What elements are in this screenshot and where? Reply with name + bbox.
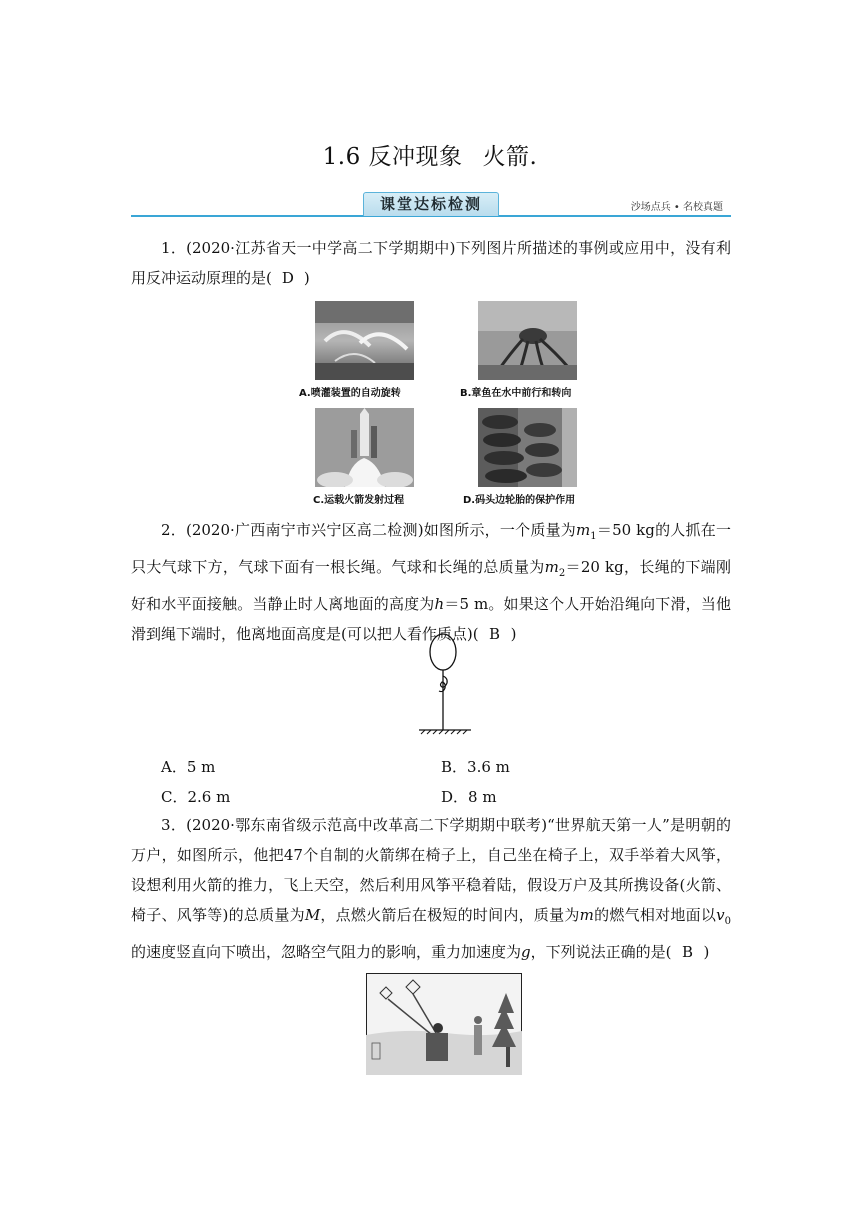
q1-caption-a: A.喷灌装置的自动旋转 bbox=[299, 388, 401, 399]
dock-tires-image bbox=[478, 408, 577, 487]
page-title bbox=[0, 138, 860, 171]
question-3: 3．(2020·鄂东南省级示范高中改革高二下学期期中联考)“世界航天第一人”是明朝的万户，如图所示，他把47个自制的火箭绑在椅子上，自己坐在椅子上，双手举着大风筝，设想利用火箭的推力，飞上天空，然后利用风筝平稳着陆，假设万户及其所携设备(火箭、椅子、风筝等)的总质量为M，点燃火箭后在极短的时间内，质量为m的燃气相对地面以$v_0$的速度竖直向下喷出，忽略空气阻力的影响，重力加速度为g，下列说法正确的是( B ) bbox=[131, 810, 731, 967]
q1-answer: D bbox=[281, 269, 294, 287]
title-part2: 火箭. bbox=[482, 144, 538, 170]
q1-caption-c: C.运载火箭发射过程 bbox=[313, 495, 405, 506]
section-banner bbox=[131, 192, 731, 218]
question-1: 1．(2020·江苏省天一中学高二下学期期中)下列图片所描述的事例或应用中，没有利用反冲运动原理的是( D ) bbox=[131, 233, 731, 293]
title-part1: 1.6 反冲现象 bbox=[322, 144, 463, 170]
question-2: 2．(2020·广西南宁市兴宁区高二检测)如图所示，一个质量为$m_1=50$ kg的人抓在一只大气球下方，气球下面有一根长绳。气球和长绳的总质量为$m_2=20$ kg，长绳的下端刚好和水平面接触。当静止时人离地面的高度为h＝5 m。如果这个人开始沿绳向下滑，当他滑到绳下端时，他离地面高度是(可以把人看作质点)( B ) bbox=[131, 515, 731, 649]
rocket-launch-image bbox=[315, 408, 414, 487]
octopus-image bbox=[478, 301, 577, 380]
section-right-label: 沙场点兵 • 名校真题 bbox=[630, 202, 723, 213]
q3-answer: B bbox=[681, 943, 693, 961]
q2-option-c: C．2.6 m bbox=[161, 788, 231, 806]
q2-option-b: B．3.6 m bbox=[441, 758, 510, 776]
q1-text: 1．(2020·江苏省天一中学高二下学期期中)下列图片所描述的事例或应用中，没有利用反冲运动原理的是( bbox=[131, 239, 731, 287]
sprinkler-image bbox=[315, 301, 414, 380]
wan-hu-illustration bbox=[366, 973, 522, 1075]
q2-option-d: D．8 m bbox=[441, 788, 497, 806]
q1-caption-d: D.码头边轮胎的保护作用 bbox=[463, 495, 576, 506]
section-tab: 课堂达标检测 bbox=[363, 192, 499, 216]
q2-option-a: A．5 m bbox=[161, 758, 216, 776]
q1-caption-b: B.章鱼在水中前行和转向 bbox=[460, 388, 572, 399]
q2-answer: B bbox=[489, 625, 501, 643]
balloon-diagram bbox=[415, 632, 475, 742]
